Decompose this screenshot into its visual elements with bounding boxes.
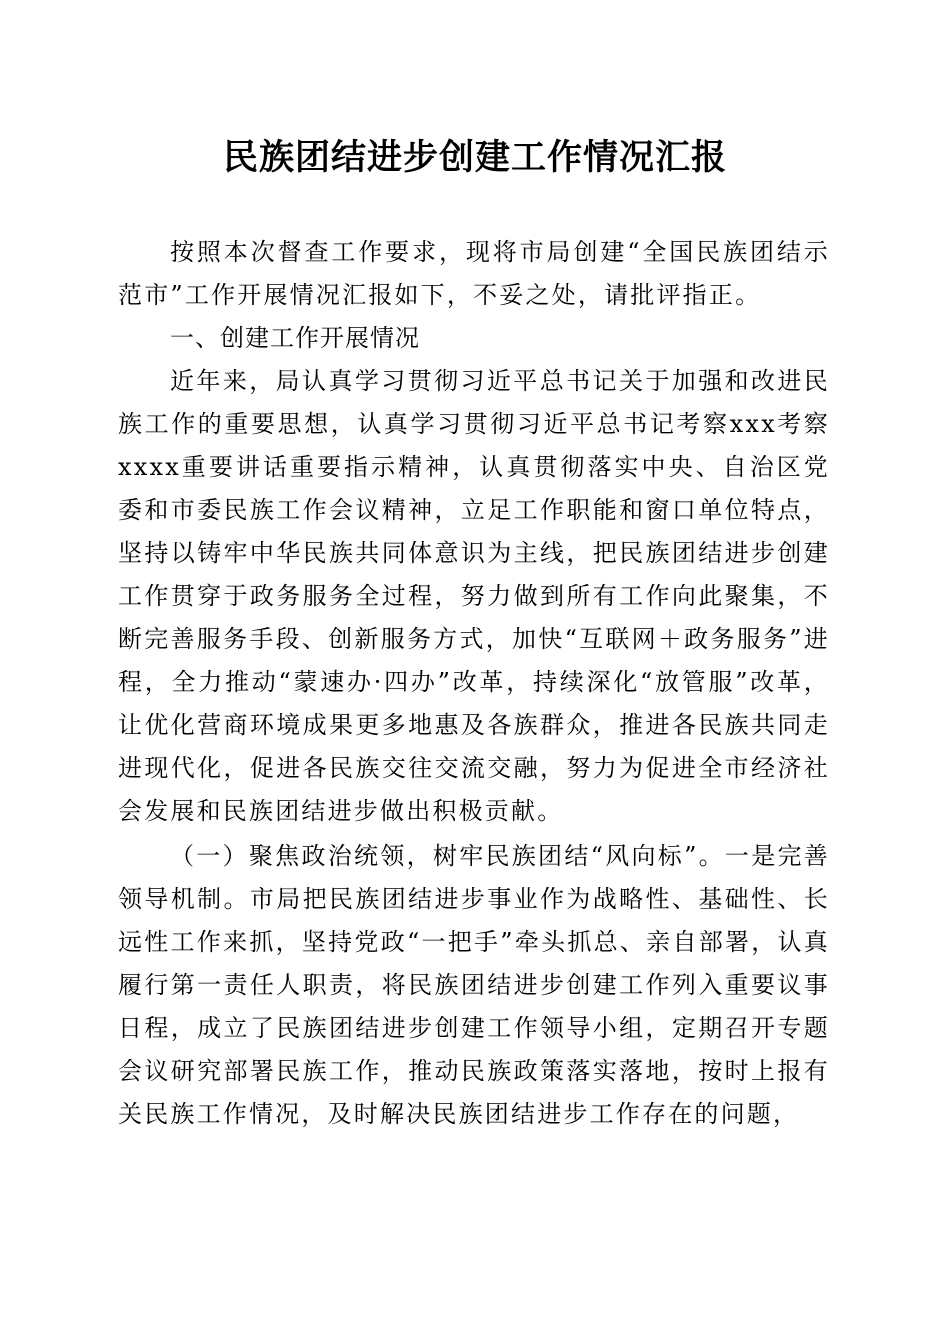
section-heading: 一、创建工作开展情况 xyxy=(170,324,420,352)
document-title: 民族团结进步创建工作情况汇报 xyxy=(222,137,727,178)
intro-paragraph: 按照本次督查工作要求，现将市局创建“全国民族团结示范市”工作开展情况汇报如下，不妥之处，请批评指正。 xyxy=(118,238,830,309)
body-paragraph: （一）聚焦政治统领，树牢民族团结“风向标”。一是完善领导机制。市局把民族团结进步事业作为战略性、基础性、长远性工作来抓，坚持党政“一把手”牵头抓总、亲自部署，认真履行第一责任人职责，将民族团结进步创建工作列入重要议事日程，成立了民族团结进步创建工作领导小组，定期召开专题会议研究部署民族工作，推动民族政策落实落地，按时上报有关民族工作情况，及时解决民族团结进步工作存在的问题， xyxy=(118,842,830,1128)
body-paragraph: 近年来，局认真学习贯彻习近平总书记关于加强和改进民族工作的重要思想，认真学习贯彻习近平总书记考察xxx考察xxxx重要讲话重要指示精神，认真贯彻落实中央、自治区党委和市委民族工作会议精神，立足工作职能和窗口单位特点，坚持以铸牢中华民族共同体意识为主线，把民族团结进步创建工作贯穿于政务服务全过程，努力做到所有工作向此聚集，不断完善服务手段、创新服务方式，加快“互联网＋政务服务”进程，全力推动“蒙速办·四办”改革，持续深化“放管服”改革，让优化营商环境成果更多地惠及各族群众，推进各民族共同走进现代化，促进各民族交往交流交融，努力为促进全市经济社会发展和民族团结进步做出积极贡献。 xyxy=(118,367,830,825)
document-body xyxy=(118,231,830,1136)
